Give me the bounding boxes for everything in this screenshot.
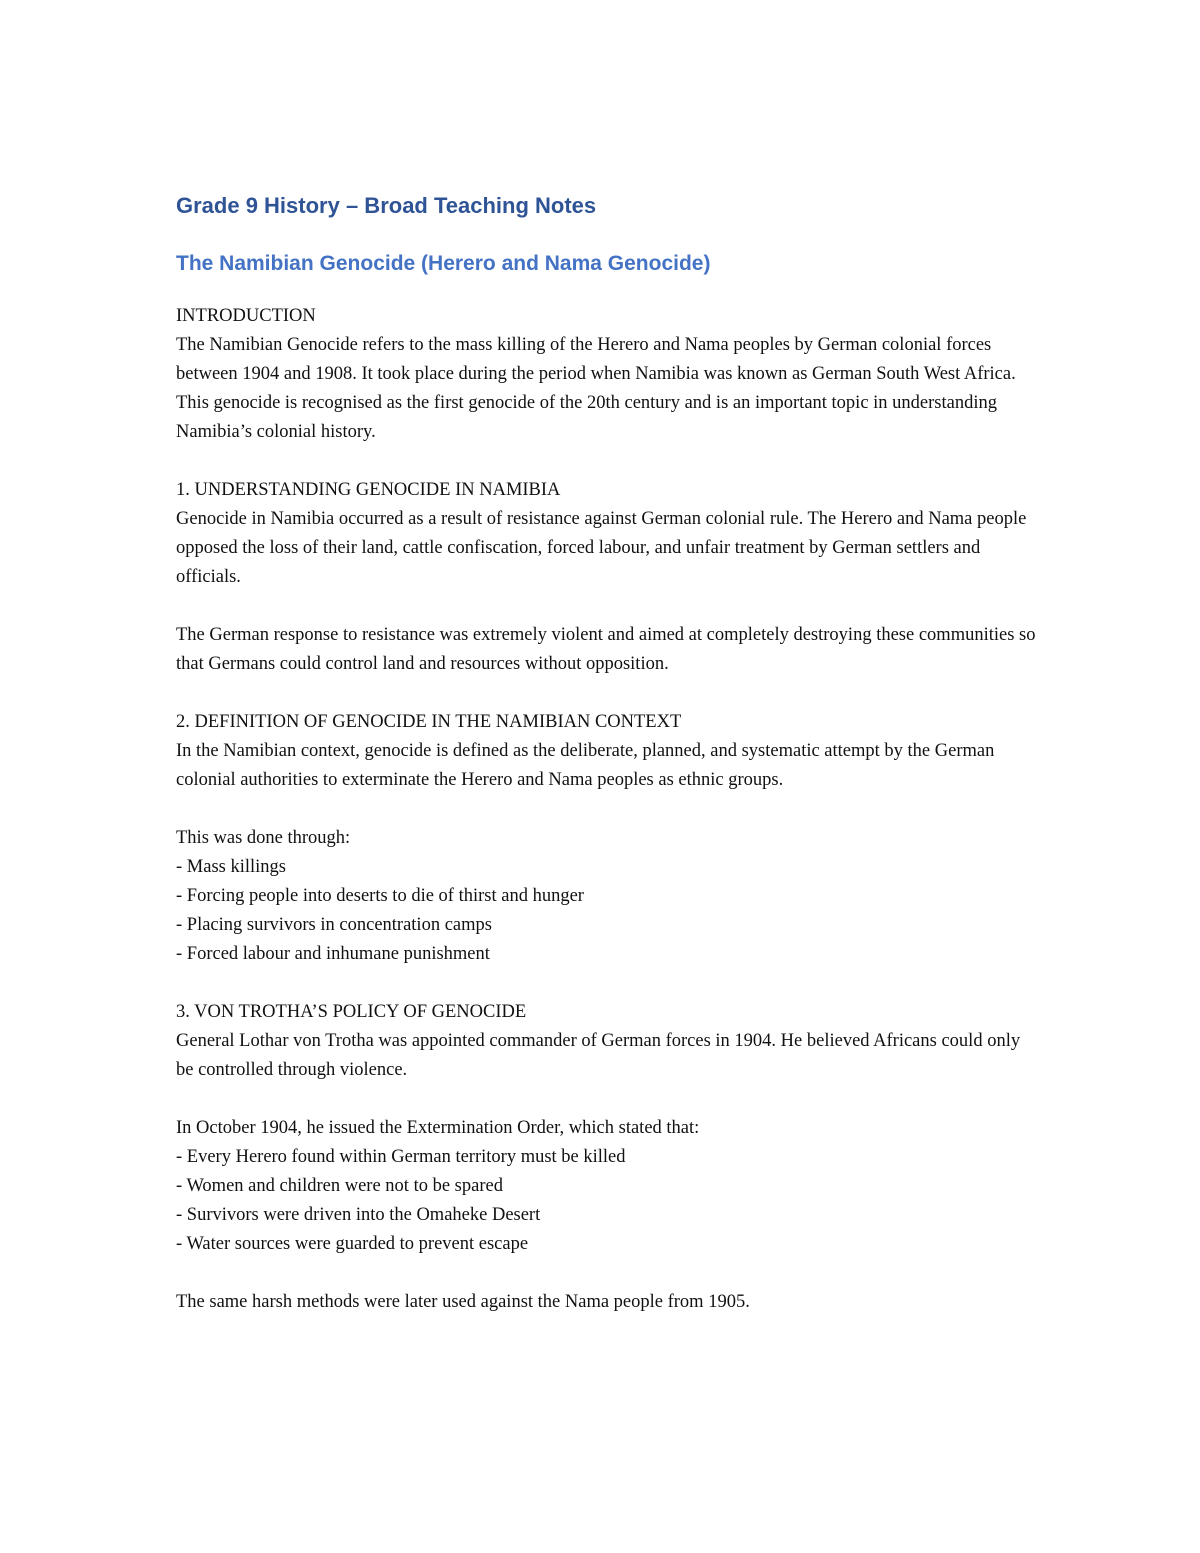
list-item: - Forcing people into deserts to die of thirst and hunger [176,886,584,906]
list-item: - Mass killings [176,857,286,877]
document-page [176,188,1036,1317]
section-1 [176,476,1036,679]
document-body [176,302,1036,1317]
section-2-list-intro: This was done through: [176,828,351,848]
section-3-paragraph-1: General Lothar von Trotha was appointed commander of German forces in 1904. He believed Africans could only be controlled through violence. [176,1031,1021,1080]
section-3-closing: The same harsh methods were later used against the Nama people from 1905. [176,1292,750,1312]
section-2 [176,708,1036,969]
list-item: - Every Herero found within German territory must be killed [176,1147,626,1167]
section-3 [176,998,1036,1317]
section-2-paragraph-1: In the Namibian context, genocide is defined as the deliberate, planned, and systematic attempt by the German colonial authorities to exterminate the Herero and Nama peoples as ethnic groups. [176,741,995,790]
section-1-heading: 1. UNDERSTANDING GENOCIDE IN NAMIBIA [176,480,561,500]
introduction-text: The Namibian Genocide refers to the mass killing of the Herero and Nama peoples by German colonial forces between 1904 and 1908. It took place during the period when Namibia was known as German South West Africa. This genocide is recognised as the first genocide of the 20th century and is an important topic in understanding Namibia’s colonial history. [176,335,1016,442]
list-item: - Water sources were guarded to prevent escape [176,1234,529,1254]
section-1-paragraph-2: The German response to resistance was extremely violent and aimed at completely destroying these communities so that Germans could control land and resources without opposition. [176,625,1036,674]
list-item: - Survivors were driven into the Omaheke Desert [176,1205,541,1225]
section-3-list [176,1143,1036,1259]
section-2-list [176,853,1036,969]
list-item: - Forced labour and inhumane punishment [176,944,490,964]
page-title: Grade 9 History – Broad Teaching Notes [176,193,597,218]
introduction-heading: INTRODUCTION [176,306,316,326]
section-2-heading: 2. DEFINITION OF GENOCIDE IN THE NAMIBIAN CONTEXT [176,712,682,732]
section-3-list-intro: In October 1904, he issued the Extermination Order, which stated that: [176,1118,700,1138]
list-item: - Women and children were not to be spared [176,1176,503,1196]
introduction-section [176,302,1036,447]
list-item: - Placing survivors in concentration camps [176,915,492,935]
page-subtitle: The Namibian Genocide (Herero and Nama Genocide) [176,252,711,275]
section-3-heading: 3. VON TROTHA’S POLICY OF GENOCIDE [176,1002,527,1022]
section-1-paragraph-1: Genocide in Namibia occurred as a result of resistance against German colonial rule. The Herero and Nama people opposed the loss of their land, cattle confiscation, forced labour, and unfair treatment by German settlers and officials. [176,509,1027,587]
